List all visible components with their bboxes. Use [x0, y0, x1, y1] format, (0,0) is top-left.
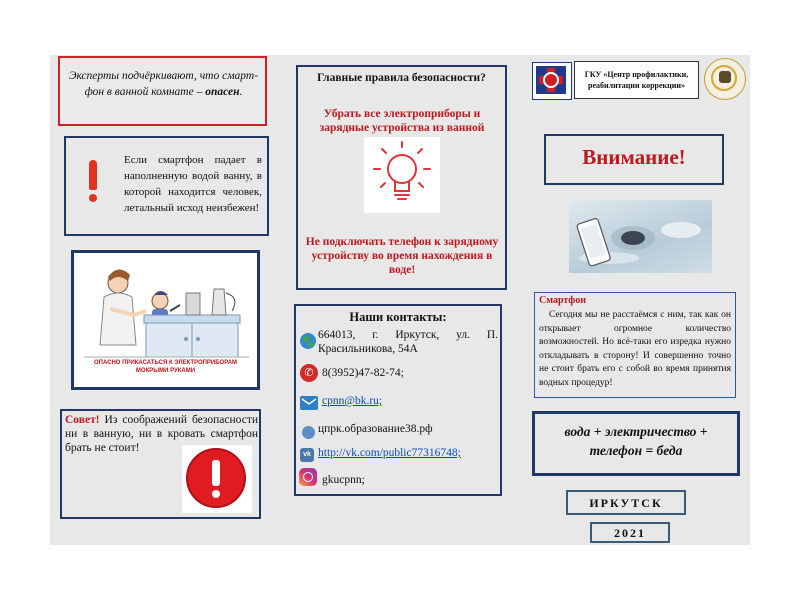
contact-instagram: gkucpnn;: [322, 474, 365, 486]
illustration-caption: ОПАСНО ПРИКАСАТЬСЯ К ЭЛЕКТРОПРИБОРАМ МОКРЫМИ РУКАМИ: [93, 360, 238, 374]
warning-box: [64, 136, 269, 236]
attention-box: [544, 134, 724, 185]
rules-title: Главные правила безопасности?: [317, 72, 486, 84]
exclamation-icon: [88, 160, 98, 210]
smartphone-box: [534, 292, 736, 398]
web-icon: [302, 426, 315, 439]
illustration-frame: [71, 250, 260, 390]
stop-warning-image: [182, 445, 252, 513]
contacts-box: [294, 304, 502, 496]
smartphone-text: Сегодня мы не расстаёмся с ним, так как он открывает огромное количество возможностей. Но всё-таки его изредка нужно откладывать в сторону! И совершенно точно не стоит брать его с собой во время принятия водных процедур!: [539, 310, 731, 388]
phone-icon: ✆: [300, 364, 318, 382]
contacts-title: Наши контакты:: [349, 310, 447, 324]
advice-text: Совет! Из соображений безопасности ни в ванную, ни в кровать смартфон брать не стоит!: [65, 414, 258, 454]
org-name: ГКУ «Центр профилактики, реабилитации коррекции»: [584, 70, 689, 90]
rule-no-charging: Не подключать телефон к зарядному устройству во время нахождения в воде!: [305, 236, 499, 276]
globe-icon: [300, 333, 316, 349]
rule-remove-appliances: Убрать все электроприборы и зарядные устройства из ванной: [319, 108, 485, 134]
lightbulb-icon: [364, 137, 440, 213]
formula-text: вода + электричество + телефон = беда: [564, 424, 708, 458]
vk-icon: vk: [300, 448, 314, 462]
contact-address: 664013, г. Иркутск, ул. П. Красильникова, 54А: [318, 329, 498, 355]
org-name-box: [574, 61, 699, 99]
phone-in-water-photo: [569, 200, 712, 273]
city-box: [566, 490, 686, 515]
red-cross-logo: [532, 62, 572, 100]
contact-phone: 8(3952)47-82-74;: [322, 367, 404, 379]
contact-vk-link[interactable]: http://vk.com/public77316748;: [318, 447, 461, 459]
formula-box: [532, 411, 740, 476]
city-label: ИРКУТСК: [589, 496, 663, 510]
contact-email-link[interactable]: cpnn@bk.ru;: [322, 395, 383, 407]
warning-text: Если смартфон падает в наполненную водой ванну, в которой находится человек, летальный исход неизбежен!: [124, 154, 262, 214]
emblem-logo: [704, 58, 746, 100]
experts-text: Эксперты подчёркивают, что смарт-фон в ванной комнате – опасен.: [68, 70, 259, 98]
instagram-icon: [299, 468, 317, 486]
smartphone-title: Смартфон: [539, 295, 586, 306]
year-box: [590, 522, 670, 543]
attention-title: Внимание!: [582, 145, 686, 169]
year-label: 2021: [614, 526, 646, 540]
experts-box: [58, 56, 267, 126]
advice-box: [60, 409, 261, 519]
email-icon: [300, 396, 318, 410]
contact-site: цпрк.образование38.рф: [318, 423, 433, 435]
rules-box: [296, 65, 507, 290]
warning-circle-icon: [186, 448, 246, 508]
